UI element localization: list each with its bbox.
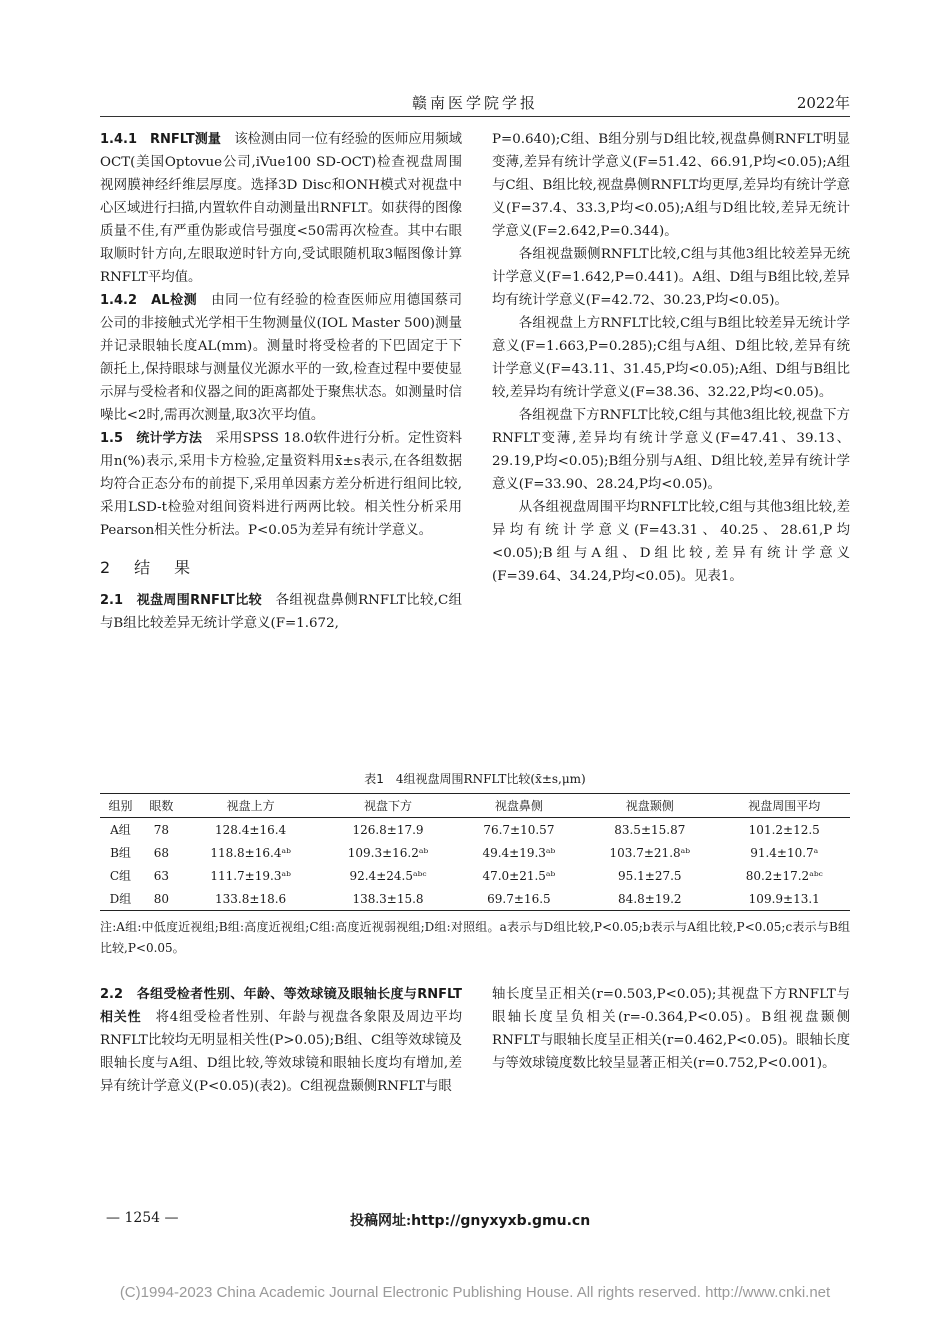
journal-year: 2022年 [796, 94, 850, 112]
bottom-left-column [100, 983, 462, 1098]
table-cell: D组 [100, 887, 141, 911]
paragraph-text: 该检测由同一位有经验的医师应用频域OCT(美国Optovue公司,iVue100 SD-OCT)检查视盘周围视网膜神经纤维层厚度。选择3D Disc和ONH模式对视盘中心区域进行扫描,内置软件自动测量出RNFLT。如获得的图像质量不佳,有严重伪影或信号强度<50需再次检查。其中右眼取顺时针方向,左眼取逆时针方向,受试眼随机取3幅图像计算RNFLT平均值。 [100, 132, 462, 285]
paragraph-correlation-cont: 轴长度呈正相关(r=0.503,P<0.05);其视盘下方RNFLT与眼轴长度呈负相关(r=-0.364,P<0.05)。B组视盘颞侧RNFLT与眼轴长度呈正相关(r=0.462,P<0.05)。眼轴长度与等效球镜度数比较呈显著正相关(r=0.752,P<0.001)。 [492, 987, 850, 1071]
table-cell: 111.7±19.3ᵃᵇ [210, 868, 291, 883]
paragraph-inferior: 各组视盘下方RNFLT比较,C组与其他3组比较,视盘下方RNFLT变薄,差异均有统计学意义(F=47.41、39.13、29.19,P均<0.05);B组分别与A组、D组比较,差异有统计学意义(F=33.90、28.24,P均<0.05)。 [492, 408, 850, 492]
table-cell: 80.2±17.2ᵃᵇᶜ [745, 868, 823, 883]
paragraph-text: 采用SPSS 18.0软件进行分析。定性资料用n(%)表示,采用卡方检验,定量资料用x̄±s表示,在各组数据均符合正态分布的前提下,采用单因素方差分析进行组间比较,采用LSD-t检验对组间资料进行两两比较。相关性分析采用Pearson相关性分析法。P<0.05为差异有统计学意义。 [100, 431, 462, 538]
table-cell: 109.9±13.1 [719, 887, 851, 911]
right-column [492, 128, 850, 588]
table-row [100, 864, 850, 887]
table-cell: 109.3±16.2ᵃᵇ [347, 845, 429, 860]
paragraph-average: 从各组视盘周围平均RNFLT比较,C组与其他3组比较,差异均有统计学意义(F=43.31、40.25、28.61,P均<0.05);B组与A组、D组比较,差异有统计学意义(F=39.64、34.24,P均<0.05)。见表1。 [492, 500, 850, 584]
table-1 [100, 770, 850, 959]
table-header-row [100, 794, 850, 818]
website-url[interactable]: http://gnyxyxb.gmu.cn [411, 1213, 591, 1229]
bottom-right-column [492, 983, 850, 1075]
paragraph-statistics [100, 427, 462, 542]
table-cell: 101.2±12.5 [748, 822, 820, 837]
table-cell: 91.4±10.7ᵃ [750, 845, 819, 860]
left-column [100, 128, 462, 635]
section-heading: 1.4.2 AL检测 [100, 293, 198, 308]
results-heading: 2 结 果 [100, 558, 195, 577]
paragraph-text: 各组视盘鼻侧RNFLT比较,C组与B组比较差异无统计学意义(F=1.672, [100, 593, 462, 631]
paragraph-correlation [100, 983, 462, 1098]
table-cell: 133.8±18.6 [182, 887, 319, 911]
table-cell: 128.4±16.4 [215, 822, 287, 837]
paragraph-rnflt-measure [100, 128, 462, 289]
table-cell: 138.3±15.8 [319, 887, 456, 911]
section-heading: 1.4.1 RNFLT测量 [100, 132, 221, 147]
table-header-cell: 视盘颞侧 [581, 794, 718, 818]
table-cell: 80 [141, 887, 182, 911]
section-heading: 2.1 视盘周围RNFLT比较 [100, 593, 262, 608]
table-cell: 83.5±15.87 [614, 822, 686, 837]
table-cell: 118.8±16.4ᵃᵇ [210, 845, 291, 860]
paragraph-al-measure [100, 289, 462, 427]
table-header-cell: 视盘上方 [182, 794, 319, 818]
table-cell: 84.8±19.2 [581, 887, 718, 911]
paragraph-text: 将4组受检者性别、年龄与视盘各象限及周边平均RNFLT比较均无明显相关性(P>0.05);B组、C组等效球镜及眼轴长度与A组、D组比较,等效球镜和眼轴长度均有增加,差异有统计学意义(P<0.05)(表2)。C组视盘颞侧RNFLT与眼 [100, 1010, 462, 1094]
paragraph-temporal: 各组视盘颞侧RNFLT比较,C组与其他3组比较差异无统计学意义(F=1.642,P=0.441)。A组、D组与B组比较,差异均有统计学意义(F=42.72、30.23,P均<0.05)。 [492, 247, 850, 308]
rnflt-table [100, 793, 850, 911]
table-caption [100, 770, 850, 787]
table-cell: 103.7±21.8ᵃᵇ [609, 845, 691, 860]
table-header-cell: 视盘周围平均 [719, 794, 851, 818]
table-cell: B组 [110, 846, 131, 860]
table-title: 4组视盘周围RNFLT比较(x̄±s,μm) [383, 772, 586, 786]
table-row [100, 887, 850, 911]
table-number: 表1 [364, 772, 384, 786]
table-cell: 63 [153, 868, 170, 883]
copyright-notice: (C)1994-2023 China Academic Journal Electronic Publishing House. All rights reserved. http://www.cnki.net [119, 1284, 831, 1301]
page-header [100, 88, 850, 117]
table-cell: 47.0±21.5ᵃᵇ [482, 868, 556, 883]
section-heading: 2.2 各组受检者性别、年龄、等效球镜及眼轴长度与RNFLT相关性 [100, 987, 462, 1025]
table-cell: 69.7±16.5 [457, 887, 581, 911]
table-header-cell: 组别 [100, 794, 141, 818]
website-label: 投稿网址: [350, 1213, 412, 1229]
table-row [100, 841, 850, 864]
table-cell: 68 [153, 845, 170, 860]
table-cell: C组 [109, 869, 132, 883]
table-note: 注:A组:中低度近视组;B组:高度近视组;C组:高度近视弱视组;D组:对照组。a表示与D组比较,P<0.05;b表示与A组比较,P<0.05;c表示与B组比较,P<0.05。 [100, 920, 850, 955]
table-cell: 49.4±19.3ᵃᵇ [482, 845, 556, 860]
journal-title: 赣南医学院学报 [411, 94, 538, 112]
table-cell: A组 [110, 823, 131, 837]
table-cell: 126.8±17.9 [352, 822, 424, 837]
paragraph-nasal: P=0.640);C组、B组分别与D组比较,视盘鼻侧RNFLT明显变薄,差异有统计学意义(F=51.42、66.91,P均<0.05);A组与C组、B组比较,视盘鼻侧RNFLT均更厚,差异均有统计学意义(F=37.4、33.3,P均<0.05);A组与D组比较,差异无统计学意义(F=2.642,P=0.344)。 [492, 132, 850, 239]
page-number: — 1254 — [106, 1210, 179, 1226]
submission-website [350, 1210, 590, 1230]
paragraph-rnflt-compare [100, 589, 462, 635]
table-header-cell: 视盘下方 [319, 794, 456, 818]
table-header-cell: 视盘鼻侧 [457, 794, 581, 818]
table-cell: 92.4±24.5ᵃᵇᶜ [349, 868, 427, 883]
table-cell: 76.7±10.57 [483, 822, 555, 837]
paragraph-superior: 各组视盘上方RNFLT比较,C组与B组比较差异无统计学意义(F=1.663,P=0.285);C组与A组、D组比较,差异有统计学意义(F=43.11、31.45,P均<0.05);A组、D组与B组比较,差异均有统计学意义(F=38.36、32.22,P均<0.05)。 [492, 316, 850, 400]
table-cell: 78 [153, 822, 170, 837]
paragraph-text: 由同一位有经验的检查医师应用德国蔡司公司的非接触式光学相干生物测量仪(IOL Master 500)测量并记录眼轴长度AL(mm)。测量时将受检者的下巴固定于下颌托上,保持眼球与测量仪光源水平的一致,检查过程中要使显示屏与受检者和仪器之间的距离都处于聚焦状态。如测量时信噪比<2时,需再次测量,取3次平均值。 [100, 293, 462, 423]
table-cell: 95.1±27.5 [618, 868, 682, 883]
section-heading: 1.5 统计学方法 [100, 431, 203, 446]
table-header-cell: 眼数 [141, 794, 182, 818]
table-row [100, 818, 850, 842]
